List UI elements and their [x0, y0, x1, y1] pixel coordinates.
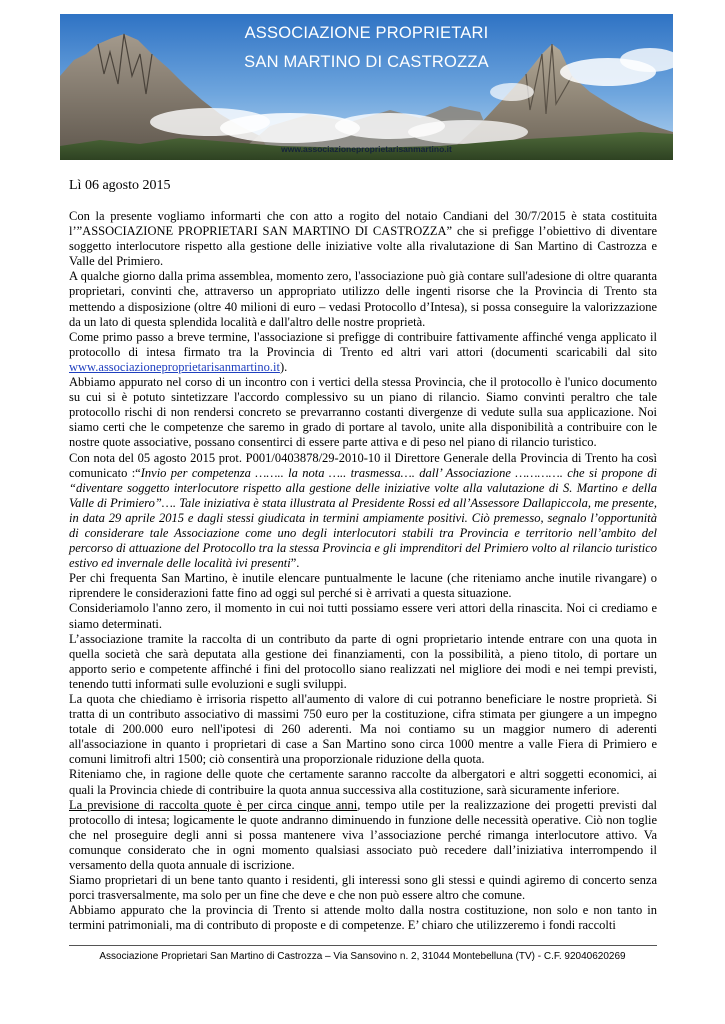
website-url[interactable]: www.associazioneproprietarisanmartino.it	[281, 144, 452, 154]
paragraph: A qualche giorno dalla prima assemblea, momento zero, l'associazione può già contare sull'adesione di oltre quaranta proprietari, convinti che, attraverso un appropriato utilizzo delle ingenti risorse che la Provincia di Trento sta mettendo a disposizione (oltre 40 milioni di euro – vedasi Protocollo d’Intesa), si possa conseguire la valorizzazione da un lato di questa splendida località e dall'altro delle nostre proprietà.	[69, 269, 657, 329]
paragraph: Abbiamo appurato che la provincia di Trento si attende molto dalla nostra costituzione, non solo e non tanto in termini patrimoniali, ma di contributo di proposte e di competenze. E’ chiaro che utilizzeremo i fondi raccolti	[69, 903, 657, 933]
paragraph: La quota che chiediamo è irrisoria rispetto all'aumento di valore di cui potranno beneficiare le nostre proprietà. Si tratta di un contributo associativo di massimi 750 euro per la costituzione, cifra stimata per giungere a un impegno totale di 200.000 euro nell'ipotesi di 260 aderenti. Ma noi contiamo su un maggior numero di aderenti all'associazione in quanto i proprietari di case a San Martino sono circa 1000 mentre a valle Fiera di Primiero e comuni limitrofi altri 1500; ciò consentirà una proporzionale riduzione della quota.	[69, 692, 657, 767]
paragraph	[69, 330, 657, 375]
paragraph: Per chi frequenta San Martino, è inutile elencare puntualmente le lacune (che riteniamo anche inutile rivangare) o riprendere le considerazioni fatte fino ad oggi sul perché si è arrivati a questa situazione.	[69, 571, 657, 601]
paragraph-text: ).	[279, 359, 288, 374]
paragraph: Riteniamo che, in ragione delle quote che certamente saranno raccolte da albergatori e altri soggetti economici, ai quali la Provincia chiede di contribuire la quota annua successiva alla costituzione, sarà sicuramente inferiore.	[69, 767, 657, 797]
association-title-line1: ASSOCIAZIONE PROPRIETARI	[244, 24, 489, 42]
paragraph-text: Con nota del 05 agosto 2015 prot. P001/0403878/29-2010-10 il Direttore Generale della Provincia di Trento ha così comunicato :“	[69, 450, 657, 480]
paragraph-text: ”.	[290, 556, 300, 571]
paragraph-text: , tempo utile per la realizzazione dei progetti previsti dal protocollo di intesa; logicamente le quote andranno diminuendo in funzione delle necessità operative. Ciò non toglie che nel proseguire degli anni si possa mantenere viva l’associazione perché rimanga interlocutore attivo. Va comunque considerato che in ogni momento qualsiasi associato può recedere dall’iniziativa interrompendo il versamento della quota annuale di iscrizione.	[69, 797, 657, 873]
paragraph: Consideriamolo l'anno zero, il momento in cui noi tutti possiamo essere veri attori della rinascita. Noi ci crediamo e siamo determinati.	[69, 601, 657, 631]
paragraph	[69, 451, 657, 572]
header-banner	[60, 14, 673, 160]
letter-date: Lì 06 agosto 2015	[69, 178, 171, 193]
footer-address: Associazione Proprietari San Martino di Castrozza – Via Sansovino n. 2, 31044 Montebelluna (TV) - C.F. 92040620269	[99, 951, 626, 962]
paragraph: Con la presente vogliamo informarti che con atto a rogito del notaio Candiani del 30/7/2015 è stata costituita l’”ASSOCIAZIONE PROPRIETARI SAN MARTINO DI CASTROZZA” che si prefigge l’obiettivo di diventare soggetto interlocutore rispetto alla gestione delle iniziative volte alla rivalutazione di San Martino di Castrozza e Valle del Primiero.	[69, 209, 657, 269]
footer-divider	[69, 945, 657, 946]
quoted-communication: Invio per competenza …….. la nota ….. trasmessa…. dall’ Associazione …………. che si propone di “diventare soggetto interlocutore rispetto alla gestione delle iniziative volte alla valutazione di S. Martino e della Valle di Primiero”…. Tale iniziativa è stata illustrata al Presidente Rossi ed all’Assessore Dallapiccola, me presente, in data 29 aprile 2015 e dagli stessi giudicata in termini ampiamente positivi. Ciò premesso, segnalo l’opportunità di considerare tale Associazione come uno degli interlocutori stabili tra Provincia e territorio nell’ambito del percorso di attuazione del Protocollo tra la stessa Provincia e gli imprenditori del Primiero volto al rilancio turistico estivo ed invernale delle località ivi presenti	[69, 465, 657, 571]
paragraph-text: Come primo passo a breve termine, l'associazione si prefigge di contribuire fattivamente affinché venga applicato il protocollo di intesa firmato tra la Provincia di Trento ed altri vari attori (documenti scaricabili dal sito	[69, 329, 657, 359]
paragraph: L’associazione tramite la raccolta di un contributo da parte di ogni proprietario intende entrare con una quota in quella società che sarà deputata alla gestione dei finanziamenti, con la possibilità, a pieno titolo, di portare un apporto serio e competente affinché i fini del protocollo siano realizzati nel migliore dei modi e nei tempi previsti, tenendo tutti informati sulle evoluzioni e sugli sviluppi.	[69, 631, 657, 691]
website-link[interactable]: www.associazioneproprietarisanmartino.it	[69, 359, 280, 374]
underlined-text: La previsione di raccolta quote è per circa cinque anni	[69, 797, 358, 812]
letter-body	[69, 209, 657, 934]
paragraph	[69, 798, 657, 873]
association-title-line2: SAN MARTINO DI CASTROZZA	[244, 53, 489, 71]
paragraph: Siamo proprietari di un bene tanto quanto i residenti, gli interessi sono gli stessi e quindi agiremo di concerto senza porci trasversalmente, ma solo per un fine che deve e che non può essere altro che comune.	[69, 873, 657, 903]
paragraph: Abbiamo appurato nel corso di un incontro con i vertici della stessa Provincia, che il protocollo è l'unico documento su cui si è potuto sintetizzare l'accordo complessivo su un piano di rilancio. Siamo convinti peraltro che tale protocollo rischi di non rendersi concreto se prevarranno costanti divergenze di vedute sulla sua applicazione. Noi siamo certi che le competenze che saremo in grado di portare al tavolo, unite alla disponibilità a contribuire con le nostre quote associative, possano consentirci di essere parte attiva e di peso nel piano di rilancio turistico.	[69, 375, 657, 450]
